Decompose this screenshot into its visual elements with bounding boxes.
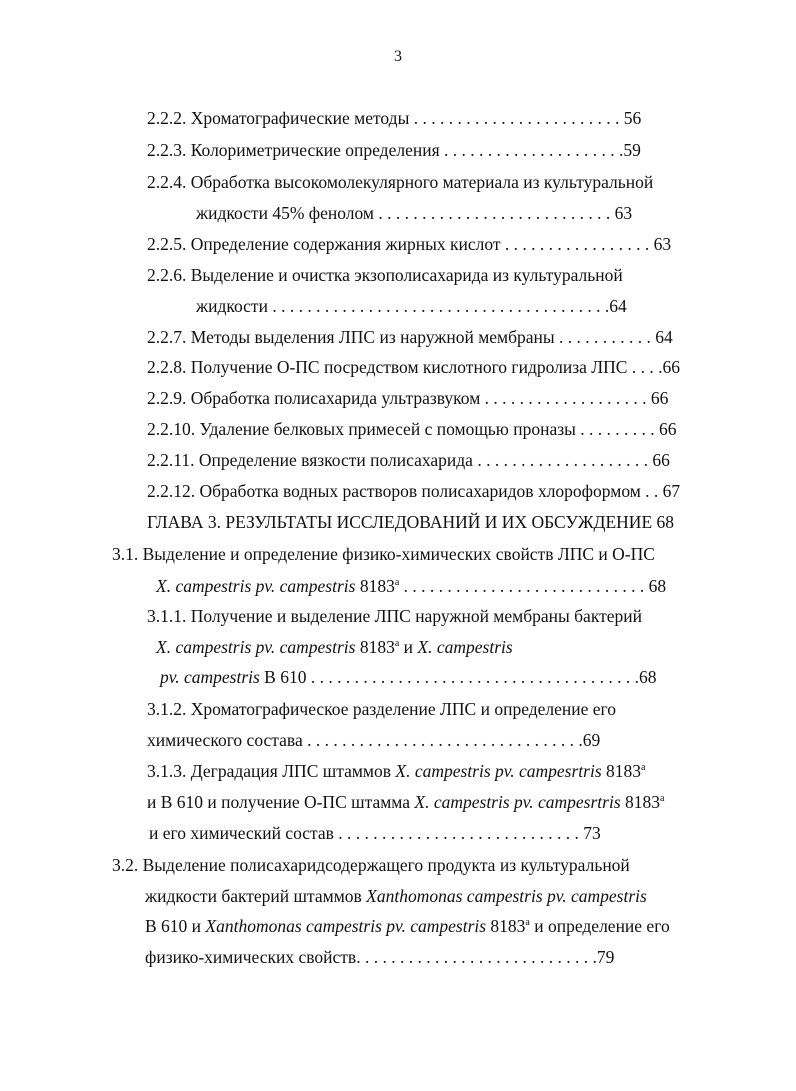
toc-entry-2-2-6-cont: жидкости . . . . . . . . . . . . . . . . . . . . . . . . . . . . . . . . . . . . . . .64 (196, 296, 627, 316)
toc-entry-2-2-3: 2.2.3. Колориметрические определения . . . . . . . . . . . . . . . . . . . . .59 (147, 140, 641, 160)
species-name: Xanthomonas campestris pv. campestris (205, 916, 487, 936)
species-name: X. campestris pv. campesrtris (414, 792, 621, 812)
toc-entry-3-1-3-cont2: и его химический состав . . . . . . . . . . . . . . . . . . . . . . . . . . . . 73 (149, 823, 601, 843)
toc-entry-2-2-11: 2.2.11. Определение вязкости полисахарида . . . . . . . . . . . . . . . . . . . . 66 (147, 450, 670, 470)
toc-entry-3-1-2-cont: химического состава . . . . . . . . . . . . . . . . . . . . . . . . . . . . . . . .69 (147, 730, 601, 750)
toc-entry-2-2-8: 2.2.8. Получение О-ПС посредством кислотного гидролиза ЛПС . . . .66 (147, 357, 680, 377)
species-name: X. campestris (417, 637, 513, 657)
toc-entry-2-2-2: 2.2.2. Хроматографические методы . . . . . . . . . . . . . . . . . . . . . . . . 56 (147, 108, 642, 128)
species-name: X. campestris pv. campestris (156, 637, 356, 657)
toc-entry-3-2: 3.2. Выделение полисахаридсодержащего продукта из культуральной (112, 855, 630, 875)
species-name: X. campestris pv. campestris (156, 576, 356, 596)
toc-entry-2-2-12: 2.2.12. Обработка водных растворов полисахаридов хлороформом . . 67 (147, 481, 681, 501)
toc-entry-3-2-cont3: физико-химических свойств. . . . . . . . . . . . . . . . . . . . . . . . . . . .79 (145, 947, 615, 967)
toc-entry-3-1: 3.1. Выделение и определение физико-химических свойств ЛПС и О-ПС (112, 544, 655, 564)
toc-entry-2-2-9: 2.2.9. Обработка полисахарида ультразвуком . . . . . . . . . . . . . . . . . . . 66 (147, 388, 669, 408)
toc-entry-3-1-3-cont: и В 610 и получение О-ПС штамма X. campestris pv. campesrtris 8183$^a$ (147, 792, 665, 812)
species-name: Xanthomonas campestris pv. campestris (366, 886, 647, 906)
toc-entry-2-2-6: 2.2.6. Выделение и очистка экзополисахарида из культуральной (147, 265, 623, 285)
toc-entry-3-1-1: 3.1.1. Получение и выделение ЛПС наружной мембраны бактерий (147, 606, 642, 626)
toc-entry-3-1-1-cont: X. campestris pv. campestris 8183$^a$ и X. campestris (156, 637, 513, 657)
toc-chapter-3: ГЛАВА 3. РЕЗУЛЬТАТЫ ИССЛЕДОВАНИЙ И ИХ ОБСУЖДЕНИЕ 68 (147, 512, 675, 532)
species-name: pv. campestris (160, 667, 260, 687)
toc-entry-2-2-7: 2.2.7. Методы выделения ЛПС из наружной мембраны . . . . . . . . . . . 64 (147, 327, 673, 347)
toc-entry-3-1-cont: X. campestris pv. campestris 8183$^a$ . . . . . . . . . . . . . . . . . . . . . . . . . . . . 68 (156, 576, 667, 596)
toc-entry-2-2-10: 2.2.10. Удаление белковых примесей с помощью проназы . . . . . . . . . 66 (147, 419, 677, 439)
page-number: 3 (394, 48, 402, 65)
toc-entry-2-2-5: 2.2.5. Определение содержания жирных кислот . . . . . . . . . . . . . . . . . 63 (147, 234, 672, 254)
species-name: X. campestris pv. campesrtris (395, 761, 602, 781)
toc-entry-3-1-1-cont2: pv. campestris В 610 . . . . . . . . . . . . . . . . . . . . . . . . . . . . . . . . . . . . . .68 (160, 667, 657, 687)
toc-entry-3-1-2: 3.1.2. Хроматографическое разделение ЛПС и определение его (147, 699, 617, 719)
toc-entry-2-2-4: 2.2.4. Обработка высокомолекулярного материала из культуральной (147, 172, 654, 192)
toc-entry-3-1-3: 3.1.3. Деградация ЛПС штаммов X. campestris pv. campesrtris 8183$^a$ (147, 761, 646, 781)
toc-entry-3-2-cont: жидкости бактерий штаммов Xanthomonas campestris pv. campestris (145, 886, 647, 906)
toc-entry-3-2-cont2: В 610 и Xanthomonas campestris pv. campestris 8183$^a$ и определение его (145, 916, 670, 936)
toc-entry-2-2-4-cont: жидкости 45% фенолом . . . . . . . . . . . . . . . . . . . . . . . . . . . 63 (196, 203, 633, 223)
